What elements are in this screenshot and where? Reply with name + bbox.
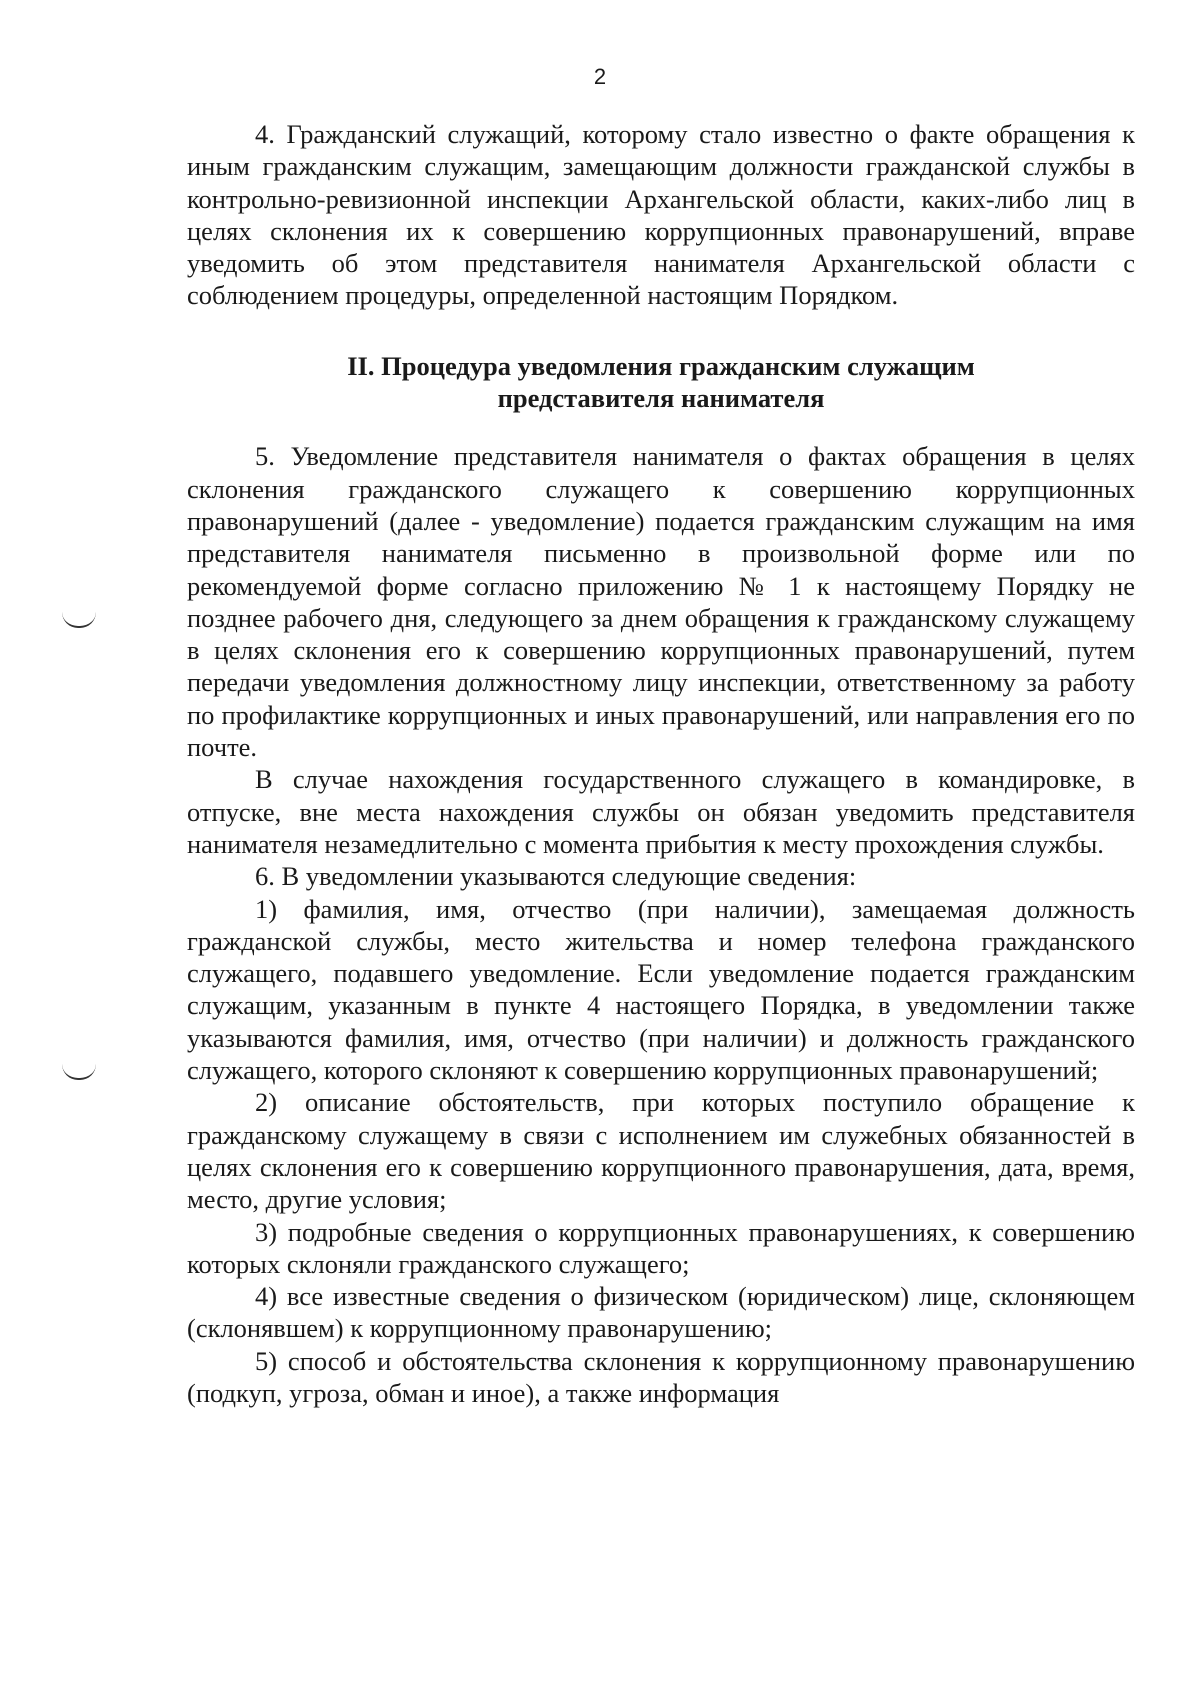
paragraph-5: 5. Уведомление представителя нанимателя о фактах обращения в целях склонения гражданского служащего к совершению коррупционных правонарушений (далее - уведомление) подается гражданским служащим на имя представителя нанимателя письменно в произвольной форме или по рекомендуемой форме согласно приложению № 1 к настоящему Порядку не позднее рабочего дня, следующего за днем обращения к гражданскому служащему в целях склонения его к совершению коррупционных правонарушений, путем передачи уведомления должностному лицу инспекции, ответственному за работу по профилактике коррупционных и иных правонарушений, или направления его по почте. — [187, 441, 1135, 763]
section-heading-line-2: представителя нанимателя — [497, 383, 825, 414]
binding-hole-mark — [62, 1064, 96, 1080]
list-item-4: 4) все известные сведения о физическом (юридическом) лице, склоняющем (склонявшем) к коррупционному правонарушению; — [187, 1281, 1135, 1344]
paragraph-4: 4. Гражданский служащий, которому стало известно о факте обращения к иным гражданским служащим, замещающим должности гражданской службы в контрольно-ревизионной инспекции Архангельской области, каких-либо лиц в целях склонения их к совершению коррупционных правонарушений, вправе уведомить об этом представителя нанимателя Архангельской области с соблюдением процедуры, определенной настоящим Порядком. — [187, 119, 1135, 311]
document-body — [187, 118, 1135, 1409]
section-heading — [187, 350, 1135, 415]
list-item-5: 5) способ и обстоятельства склонения к коррупционному правонарушению (подкуп, угроза, обман и иное), а также информация — [187, 1345, 1135, 1408]
list-item-2: 2) описание обстоятельств, при которых поступило обращение к гражданскому служащему в связи с исполнением им служебных обязанностей в целях склонения его к совершению коррупционного правонарушения, дата, время, место, другие условия; — [187, 1087, 1135, 1215]
page-number: 2 — [593, 64, 607, 89]
list-item-3: 3) подробные сведения о коррупционных правонарушениях, к совершению которых склоняли гражданского служащего; — [187, 1216, 1135, 1279]
section-heading-line-1: II. Процедура уведомления гражданским служащим — [347, 350, 975, 381]
paragraph-5-continuation: В случае нахождения государственного служащего в командировке, в отпуске, вне места нахождения службы он обязан уведомить представителя нанимателя незамедлительно с момента прибытия к месту прохождения службы. — [187, 764, 1135, 859]
binding-hole-mark — [62, 612, 96, 628]
paragraph-6: 6. В уведомлении указываются следующие сведения: — [255, 861, 857, 892]
list-item-1: 1) фамилия, имя, отчество (при наличии), замещаемая должность гражданской службы, место жительства и номер телефона гражданского служащего, подавшего уведомление. Если уведомление подается гражданским служащим, указанным в пункте 4 настоящего Порядка, в уведомлении также указываются фамилия, имя, отчество (при наличии) и должность гражданского служащего, которого склоняют к совершению коррупционных правонарушений; — [187, 893, 1135, 1086]
